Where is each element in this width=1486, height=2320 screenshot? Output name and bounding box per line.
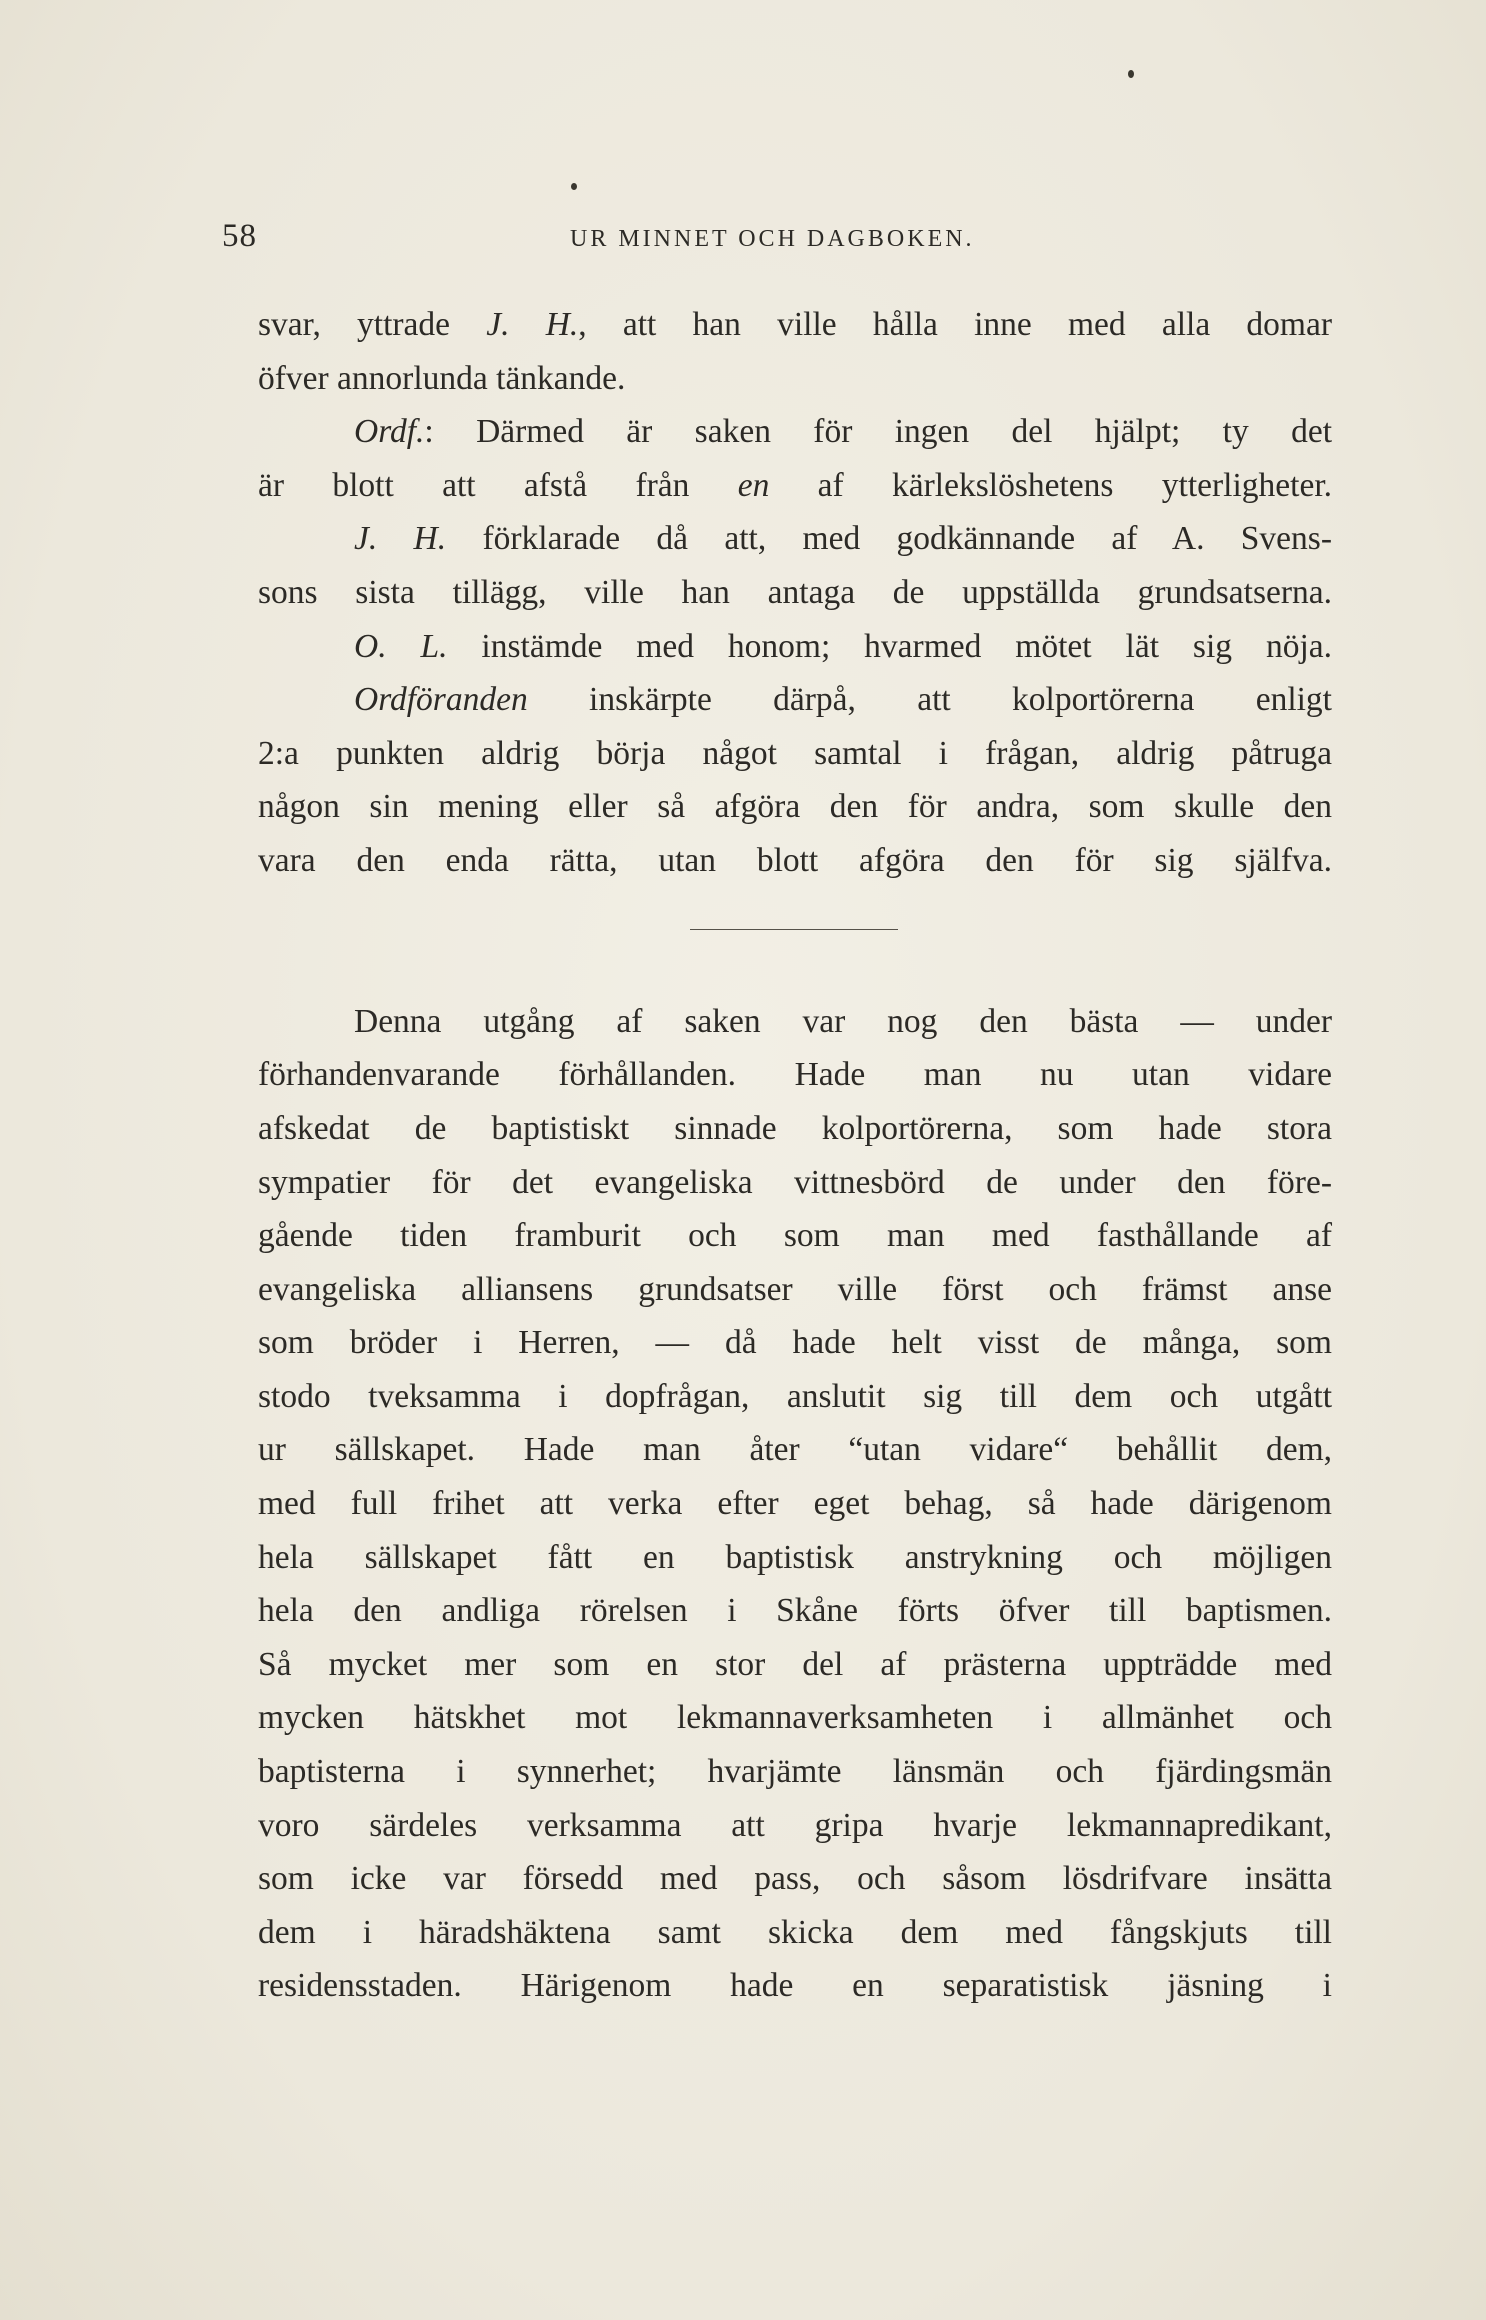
ink-speck-mark <box>571 183 577 190</box>
text-line: O. L. instämde med honom; hvarmed mötet lät sig nöja. <box>354 627 1332 665</box>
text-line: som icke var försedd med pass, och såsom lösdrifvare insätta <box>258 1860 1332 1898</box>
running-head: UR MINNET OCH DAGBOKEN. <box>570 226 975 252</box>
text-line: baptisterna i synnerhet; hvarjämte länsmän och fjärdingsmän <box>258 1753 1332 1791</box>
text-line: dem i häradshäktena samt skicka dem med fångskjuts till <box>258 1913 1332 1951</box>
text-line: evangeliska alliansens grundsatser ville först och främst anse <box>258 1270 1332 1308</box>
page-header <box>222 218 1322 268</box>
body-text <box>258 298 1332 2013</box>
text-line: 2:a punkten aldrig börja något samtal i frågan, aldrig påtruga <box>258 734 1332 772</box>
text-line: öfver annorlunda tänkande. <box>258 359 626 397</box>
text-line: som bröder i Herren, — då hade helt visst de många, som <box>258 1324 1332 1362</box>
text-line: någon sin mening eller så afgöra den för andra, som skulle den <box>258 788 1332 826</box>
text-line: sons sista tillägg, ville han antaga de uppställda grundsatserna. <box>258 573 1332 611</box>
section-divider-rule <box>690 929 898 930</box>
section-gap <box>258 941 1332 995</box>
text-line: sympatier för det evangeliska vittnesbörd de under den före- <box>258 1163 1332 1201</box>
text-line: Så mycket mer som en stor del af prästerna uppträdde med <box>258 1645 1332 1683</box>
text-line: gående tiden framburit och som man med fasthållande af <box>258 1217 1332 1255</box>
text-line: Ordföranden inskärpte därpå, att kolportörerna enligt <box>354 681 1332 719</box>
text-line: Ordf.: Därmed är saken för ingen del hjälpt; ty det <box>354 413 1332 451</box>
text-line: voro särdeles verksamma att gripa hvarje lekmannapredikant, <box>258 1806 1332 1844</box>
text-line: hela sällskapet fått en baptistisk anstrykning och möjligen <box>258 1538 1332 1576</box>
text-line: med full frihet att verka efter eget behag, så hade därigenom <box>258 1485 1332 1523</box>
text-line: J. H. förklarade då att, med godkännande af A. Svens- <box>354 520 1332 558</box>
text-line: vara den enda rätta, utan blott afgöra den för sig själfva. <box>258 841 1332 879</box>
text-line: förhandenvarande förhållanden. Hade man nu utan vidare <box>258 1056 1332 1094</box>
section-gap <box>258 888 1332 942</box>
text-line: stodo tveksamma i dopfrågan, anslutit sig till dem och utgått <box>258 1377 1332 1415</box>
text-line: Denna utgång af saken var nog den bästa — under <box>354 1002 1332 1040</box>
text-line: svar, yttrade J. H., att han ville hålla inne med alla domar <box>258 306 1332 343</box>
ink-speck-mark <box>1128 70 1134 78</box>
text-line: hela den andliga rörelsen i Skåne förts öfver till baptismen. <box>258 1592 1332 1630</box>
page-number: 58 <box>222 218 257 254</box>
text-line: ur sällskapet. Hade man åter “utan vidare“ behållit dem, <box>258 1431 1332 1469</box>
text-line: är blott att afstå från en af kärlekslöshetens ytterligheter. <box>258 466 1333 504</box>
text-line: mycken hätskhet mot lekmannaverksamheten i allmänhet och <box>258 1699 1332 1737</box>
text-line: residensstaden. Härigenom hade en separatistisk jäsning i <box>258 1967 1332 2005</box>
text-line: afskedat de baptistiskt sinnade kolportörerna, som hade stora <box>258 1109 1332 1147</box>
